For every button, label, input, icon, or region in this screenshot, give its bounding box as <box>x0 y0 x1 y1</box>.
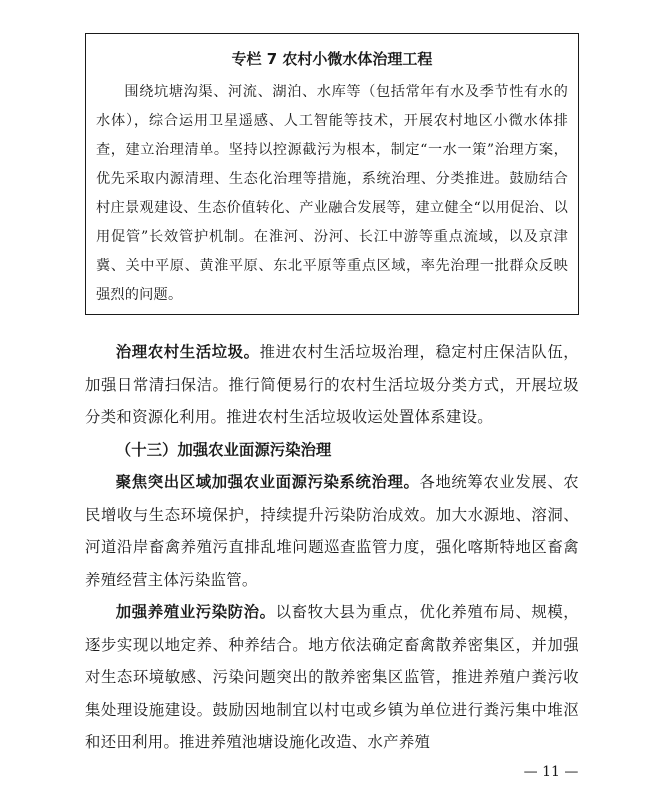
paragraph-lead: 治理农村生活垃圾。 <box>115 343 260 361</box>
section-heading: （十三）加强农业面源污染治理 <box>115 440 332 459</box>
paragraph-lead: 加强养殖业污染防治。 <box>115 603 276 621</box>
paragraph-regional <box>85 466 579 596</box>
paragraph-garbage <box>85 336 579 434</box>
special-column-title: 专栏 7 农村小微水体治理工程 <box>231 50 433 68</box>
special-column-body: 围绕坑塘沟渠、河流、湖泊、水库等（包括常年有水及季节性有水的水体），综合运用卫星遥感、人工智能等技术，开展农村地区小微水体排查，建立治理清单。坚持以控源截污为根本，制定“一水一策”治理方案，优先采取内源清理、生态化治理等措施，系统治理、分类推进。鼓励结合村庄景观建设、生态价值转化、产业融合发展等，建立健全“以用促治、以用促管”长效管护机制。在淮河、汾河、长江中游等重点流域，以及京津冀、关中平原、黄淮平原、东北平原等重点区域，率先治理一批群众反映强烈的问题。 <box>96 84 568 303</box>
paragraph-text: 推进农村生活垃圾治理，稳定村庄保洁队伍，加强日常清扫保洁。推行简便易行的农村生活垃圾分类方式，开展垃圾分类和资源化利用。推进农村生活垃圾收运处置体系建设。 <box>85 343 579 426</box>
main-text <box>85 336 579 759</box>
paragraph-livestock <box>85 596 579 759</box>
paragraph-text: 以畜牧大县为重点，优化养殖布局、规模，逐步实现以地定养、种养结合。地方依法确定畜禽散养密集区，并加强对生态环境敏感、污染问题突出的散养密集区监管，推进养殖户粪污收集处理设施建设。鼓励因地制宜以村屯或乡镇为单位进行粪污集中堆沤和还田利用。推进养殖池塘设施化改造、水产养殖 <box>85 603 579 751</box>
page-number: — 11 — <box>523 764 579 780</box>
special-column-box <box>85 33 579 315</box>
paragraph-text: 各地统筹农业发展、农民增收与生态环境保护，持续提升污染防治成效。加大水源地、溶洞、河道沿岸畜禽养殖污直排乱堆问题巡查监管力度，强化喀斯特地区畜禽养殖经营主体污染监管。 <box>85 473 579 589</box>
paragraph-lead: 聚焦突出区域加强农业面源污染系统治理。 <box>115 473 420 491</box>
